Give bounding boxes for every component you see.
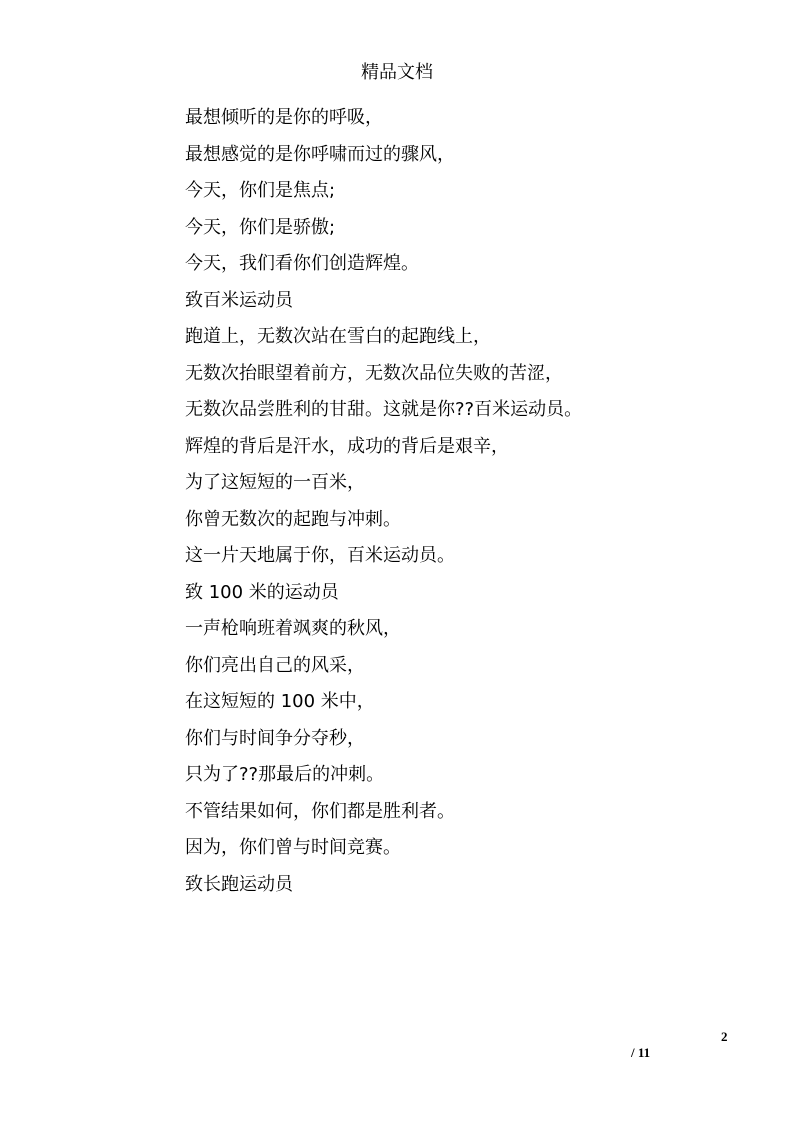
text-line: 辉煌的背后是汗水，成功的背后是艰辛， (185, 435, 509, 457)
text-line: 无数次抬眼望着前方，无数次品位失败的苦涩， (185, 362, 563, 384)
text-line: 不管结果如何，你们都是胜利者。 (185, 800, 455, 822)
text-line: 在这短短的 100 米中， (185, 691, 375, 712)
text-line: 因为，你们曾与时间竞赛。 (185, 837, 401, 858)
section-heading: 致长跑运动员 (185, 873, 293, 895)
text-line: 今天，你们是骄傲; (185, 216, 336, 238)
text-line: 你们亮出自己的风采， (185, 654, 365, 676)
text-line: 最想倾听的是你的呼吸， (185, 107, 383, 128)
document-body (185, 100, 745, 903)
text-line: 最想感觉的是你呼啸而过的骤风， (185, 143, 455, 165)
text-line: 为了这短短的一百米， (185, 472, 365, 493)
page-total: / 11 (631, 1045, 651, 1060)
text-line: 跑道上，无数次站在雪白的起跑线上， (185, 326, 491, 347)
text-line: 今天，你们是焦点; (185, 180, 336, 201)
text-line: 一声枪响班着飒爽的秋风， (185, 618, 401, 639)
page-number: 2 (721, 1029, 728, 1044)
text-line: 这一片天地属于你，百米运动员。 (185, 545, 455, 566)
text-line: 只为了??那最后的冲刺。 (185, 764, 385, 785)
page-header-title: 精品文档 (361, 62, 433, 83)
section-heading: 致百米运动员 (185, 289, 293, 311)
text-line: 你曾无数次的起跑与冲刺。 (185, 508, 401, 530)
text-line: 无数次品尝胜利的甘甜。这就是你??百米运动员。 (185, 399, 583, 420)
text-line: 你们与时间争分夺秒， (185, 727, 365, 749)
section-heading: 致 100 米的运动员 (185, 581, 339, 603)
text-line: 今天，我们看你们创造辉煌。 (185, 253, 419, 274)
